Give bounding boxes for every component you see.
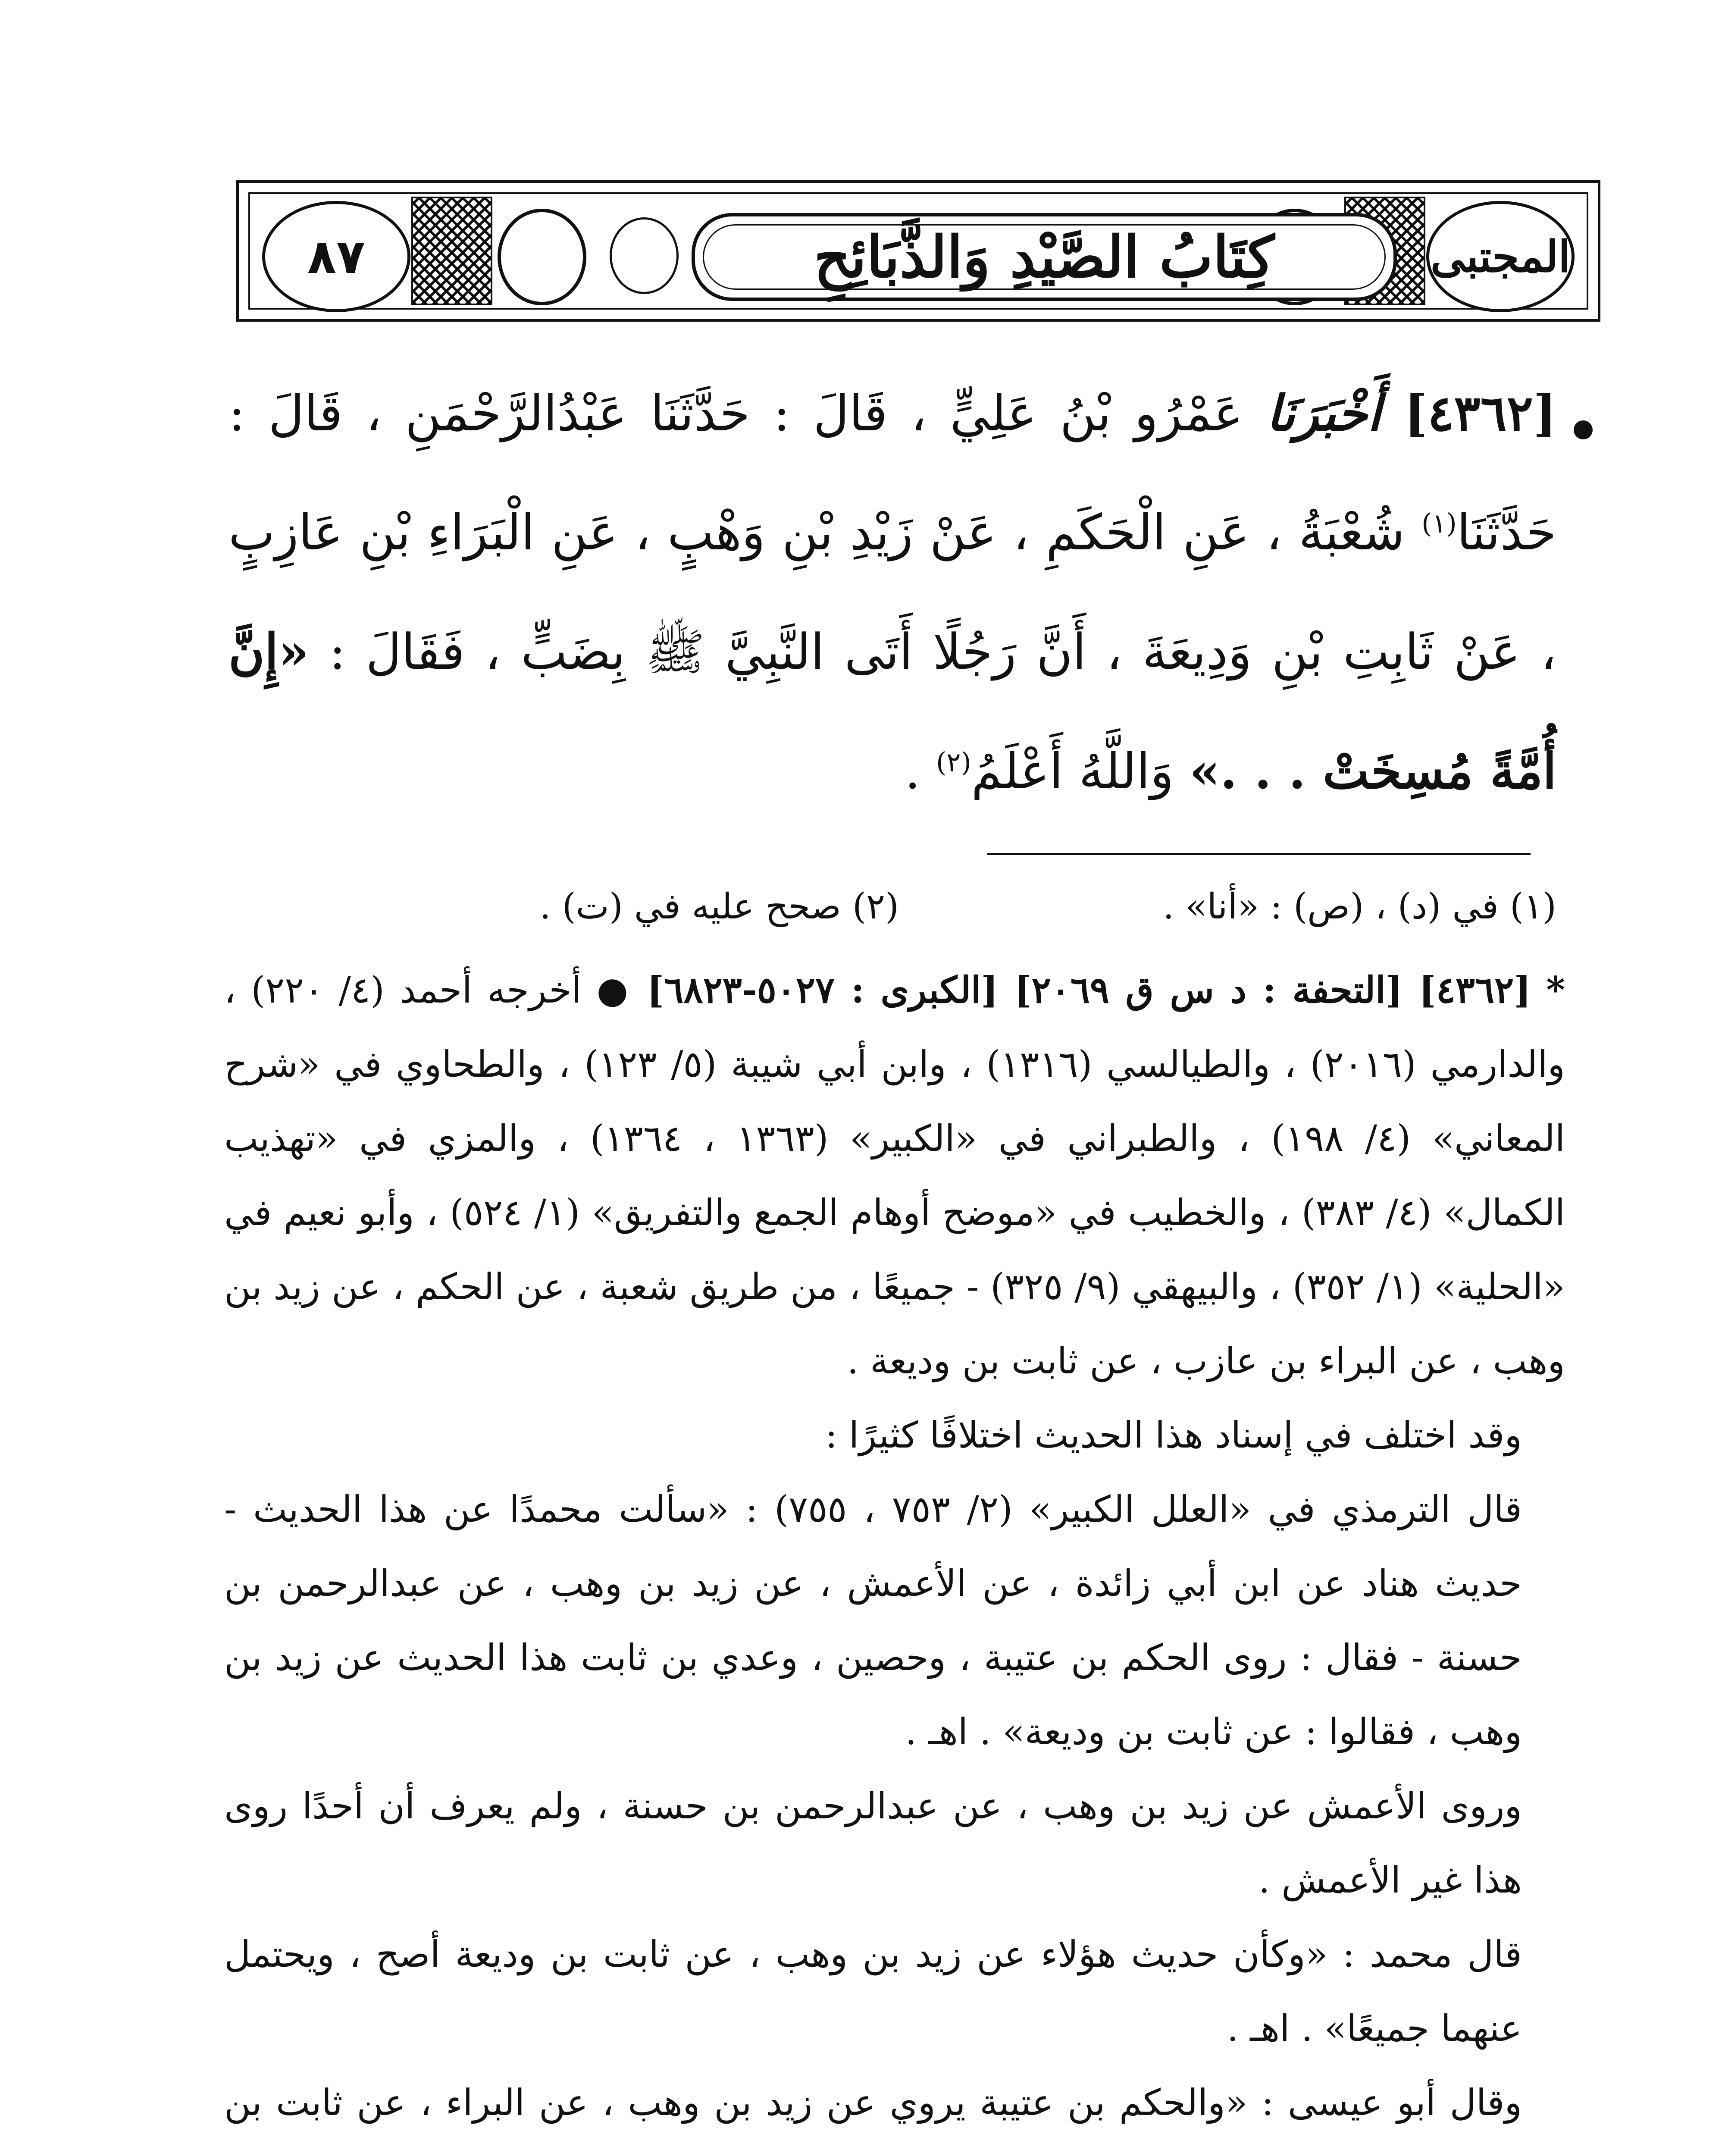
- hatch-ornament-left: [411, 197, 492, 305]
- commentary-paragraph-6: وقال أبو عيسى : «والحكم بن عتيبة يروي عن زيد بن وهب ، عن البراء ، عن ثابت بن: [224, 2081, 1522, 2124]
- commentary-paragraph-5: قال محمد : «وكأن حديث هؤلاء عن زيد بن وهب ، عن ثابت بن وديعة أصح ، ويحتمل عنهما جميعًا» . اهـ .: [224, 1933, 1522, 2049]
- book-emblem-text: المجتبى: [1430, 231, 1571, 282]
- rosette-ornament-left-inner: [610, 217, 679, 294]
- hadith-closing: وَاللَّهُ أَعْلَمُ: [971, 743, 1174, 800]
- reference-star: *: [1546, 968, 1565, 1011]
- chapter-title: كِتَابُ الصَّيْدِ وَالذَّبَائِحِ: [814, 223, 1275, 291]
- takhrij-text: أخرجه أحمد (٤/ ٢٢٠) ، والدارمي (٢٠١٦) ، والطيالسي (١٣١٦) ، وابن أبي شيبة (٥/ ١٢٣) ، والطحاوي في «شرح المعاني» (٤/ ١٩٨) ، والطبراني في «الكبير» (١٣٦٣ ، ١٣٦٤) ، والمزي في «تهذيب الكمال» (٤/ ٣٨٣) ، والخطيب في «موضح أوهام الجمع والتفريق» (١/ ٥٢٤) ، وأبو نعيم في «الحلية» (١/ ٣٥٢) ، والبيهقي (٩/ ٣٢٥) - جميعًا ، من طريق شعبة ، عن الحكم ، عن زيد بن وهب ، عن البراء بن عازب ، عن ثابت بن وديعة .: [224, 969, 1565, 1382]
- page-header: [236, 180, 1600, 322]
- rosette-ornament-left: [498, 209, 586, 305]
- hadith-quote: «إِنَّ أُمَّةً مُسِخَتْ . . .»: [229, 623, 1556, 800]
- hadith-end-mark: .: [905, 743, 920, 800]
- reference-dot: ●: [596, 968, 632, 1011]
- page-number: ٨٧: [307, 229, 366, 284]
- commentary-paragraph-2: وقد اختلف في إسناد هذا الحديث اختلافًا كثيرًا :: [825, 1414, 1522, 1456]
- hadith-number: [٤٣٦٢]: [1404, 384, 1556, 442]
- reference-tags: [٤٣٦٢] [التحفة : د س ق ٢٠٦٩] [الكبرى : ٥٠٢٧-٦٨٢٣]: [647, 968, 1531, 1011]
- book-emblem: [1426, 201, 1575, 312]
- commentary-paragraph-4: وروى الأعمش عن زيد بن وهب ، عن عبدالرحمن بن حسنة ، ولم يعرف أن أحدًا روى هذا غير الأعمش .: [224, 1785, 1522, 1901]
- hadith-text: [229, 354, 1556, 831]
- footnote-1: (١) في (د) ، (ص) : «أنا» .: [1163, 886, 1556, 927]
- commentary: [224, 953, 1565, 2156]
- commentary-paragraph-1: [224, 953, 1565, 1398]
- hadith-bullet: [1574, 420, 1593, 439]
- hadith-isnad-part-1: عَمْرُو بْنُ عَلِيٍّ ، قَالَ : حَدَّثَنَا عَبْدُالرَّحْمَنِ ، قَالَ : حَدَّثَنَا: [229, 385, 1556, 561]
- footnote-ref-2: (٢): [936, 746, 971, 778]
- footnote-separator: [987, 853, 1531, 855]
- footnote-2: (٢) صحح عليه في (ت) .: [539, 886, 899, 927]
- footnote-ref-1: (١): [1421, 508, 1457, 539]
- page-number-badge: [262, 201, 410, 312]
- hadith-akhbarana: أَخْبَرَنَا: [1266, 384, 1381, 442]
- commentary-paragraph-3: قال الترمذي في «العلل الكبير» (٢/ ٧٥٣ ، ٧٥٥) : «سألت محمدًا عن هذا الحديث - حديث هناد عن ابن أبي زائدة ، عن الأعمش ، عن زيد بن وهب ، عن عبدالرحمن بن حسنة - فقال : روى الحكم بن عتيبة ، وحصين ، وعدي بن ثابت هذا الحديث عن زيد بن وهب ، فقالوا : عن ثابت بن وديعة» . اهـ .: [224, 1488, 1522, 1753]
- chapter-title-cartouche: [692, 213, 1397, 301]
- hadith-isnad-part-2: شُعْبَةُ ، عَنِ الْحَكَمِ ، عَنْ زَيْدِ بْنِ وَهْبٍ ، عَنِ الْبَرَاءِ بْنِ عَازِبٍ ، عَنْ ثَابِتِ بْنِ وَدِيعَةَ ، أَنَّ رَجُلًا أَتَى النَّبِيَّ ﷺ بِضَبٍّ ، فَقَالَ :: [229, 504, 1556, 680]
- footnotes: [224, 886, 1556, 946]
